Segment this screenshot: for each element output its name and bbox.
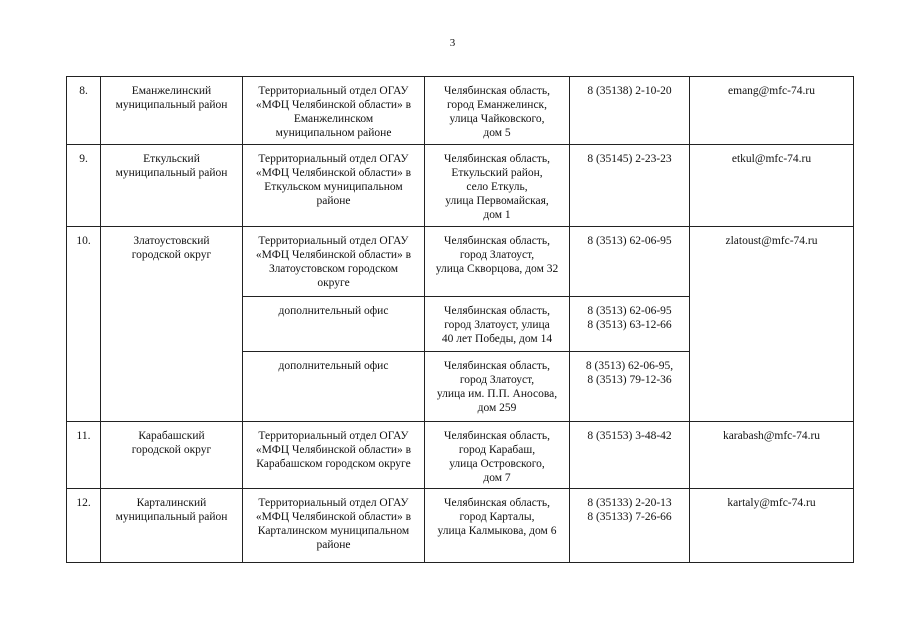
page-number: 3 <box>449 37 456 49</box>
phone-line: 8 (3513) 79-12-36 <box>587 374 672 386</box>
phone-line: 8 (3513) 62-06-95, <box>585 360 674 372</box>
department-line: Территориальный отдел ОГАУ <box>258 235 409 247</box>
department-cell <box>243 297 425 352</box>
address-line: город Карталы, <box>459 511 535 523</box>
phone-line: 8 (3513) 62-06-95 <box>587 305 672 317</box>
phone-line: 8 (35133) 7-26-66 <box>587 511 672 523</box>
district-line: Еманжелинский <box>131 85 212 97</box>
department-line: «МФЦ Челябинской области» в <box>255 167 412 179</box>
district-line: Еткульский <box>143 153 200 165</box>
department-line: Территориальный отдел ОГАУ <box>258 85 409 97</box>
address-cell <box>425 145 570 227</box>
table-row <box>67 145 854 227</box>
mfc-office-table <box>66 76 854 563</box>
address-line: дом 5 <box>483 127 511 139</box>
district-line: Златоустовский <box>133 235 210 247</box>
district-cell <box>101 77 243 145</box>
address-line: улица им. П.П. Аносова, <box>436 388 558 400</box>
address-line: Челябинская область, <box>444 497 550 509</box>
table-row <box>67 77 854 145</box>
phone-cell <box>570 227 690 297</box>
department-line: дополнительный офис <box>278 360 389 372</box>
address-line: дом 259 <box>477 402 517 414</box>
address-cell <box>425 489 570 563</box>
department-cell <box>243 145 425 227</box>
phone-line: 8 (35133) 2-20-13 <box>587 497 672 509</box>
department-cell <box>243 352 425 422</box>
address-line: Челябинская область, <box>444 85 550 97</box>
district-cell <box>101 489 243 563</box>
phone-cell <box>570 489 690 563</box>
phone-line: 8 (35153) 3-48-42 <box>587 430 672 442</box>
phone-cell <box>570 145 690 227</box>
phone-cell <box>570 422 690 489</box>
address-line: дом 1 <box>483 209 511 221</box>
row-number: 9. <box>67 145 101 227</box>
phone-cell <box>570 352 690 422</box>
address-cell <box>425 422 570 489</box>
department-line: Территориальный отдел ОГАУ <box>258 497 409 509</box>
address-line: Челябинская область, <box>444 153 550 165</box>
district-line: Карабашский <box>138 430 205 442</box>
department-cell <box>243 489 425 563</box>
address-line: улица Чайковского, <box>449 113 545 125</box>
district-line: муниципальный район <box>115 167 228 179</box>
district-line: муниципальный район <box>115 511 228 523</box>
address-line: Челябинская область, <box>444 430 550 442</box>
department-line: «МФЦ Челябинской области» в <box>255 99 412 111</box>
address-line: Еткульский район, <box>451 167 543 179</box>
row-number: 11. <box>67 422 101 489</box>
email-cell: zlatoust@mfc-74.ru <box>690 227 854 422</box>
phone-cell <box>570 77 690 145</box>
row-number: 8. <box>67 77 101 145</box>
address-line: город Карабаш, <box>458 444 536 456</box>
department-cell <box>243 77 425 145</box>
address-line: город Еманжелинск, <box>446 99 548 111</box>
address-line: улица Скворцова, дом 32 <box>435 263 559 275</box>
address-line: село Еткуль, <box>466 181 528 193</box>
district-cell <box>101 422 243 489</box>
phone-cell <box>570 297 690 352</box>
address-line: дом 7 <box>483 472 511 484</box>
department-line: округе <box>317 277 350 289</box>
row-number: 12. <box>67 489 101 563</box>
row-number: 10. <box>67 227 101 422</box>
department-cell <box>243 227 425 297</box>
address-line: улица Островского, <box>449 458 545 470</box>
department-line: Еткульском муниципальном <box>264 181 403 193</box>
address-cell <box>425 77 570 145</box>
department-line: дополнительный офис <box>278 305 389 317</box>
district-cell <box>101 227 243 422</box>
department-line: «МФЦ Челябинской области» в <box>255 444 412 456</box>
department-cell <box>243 422 425 489</box>
department-line: муниципальном районе <box>275 127 392 139</box>
address-line: город Златоуст, <box>459 249 535 261</box>
address-line: 40 лет Победы, дом 14 <box>441 333 553 345</box>
phone-line: 8 (35145) 2-23-23 <box>587 153 672 165</box>
address-line: город Златоуст, улица <box>444 319 550 331</box>
department-line: Территориальный отдел ОГАУ <box>258 430 409 442</box>
department-line: районе <box>316 539 351 551</box>
department-line: Территориальный отдел ОГАУ <box>258 153 409 165</box>
department-line: «МФЦ Челябинской области» в <box>255 511 412 523</box>
department-line: «МФЦ Челябинской области» в <box>255 249 412 261</box>
department-line: Карталинском муниципальном <box>257 525 410 537</box>
address-line: улица Первомайская, <box>445 195 549 207</box>
district-line: городской округ <box>131 249 212 261</box>
district-line: Карталинский <box>136 497 207 509</box>
address-line: Челябинская область, <box>444 235 550 247</box>
address-line: Челябинская область, <box>444 305 550 317</box>
department-line: районе <box>316 195 351 207</box>
table-row <box>67 422 854 489</box>
email-cell: kartaly@mfc-74.ru <box>690 489 854 563</box>
district-line: городской округ <box>131 444 212 456</box>
email-cell: emang@mfc-74.ru <box>690 77 854 145</box>
district-line: муниципальный район <box>115 99 228 111</box>
table-row <box>67 227 854 297</box>
department-line: Еманжелинском <box>293 113 374 125</box>
department-line: Златоустовском городском <box>268 263 399 275</box>
address-cell <box>425 352 570 422</box>
phone-line: 8 (3513) 62-06-95 <box>587 235 672 247</box>
address-line: Челябинская область, <box>444 360 550 372</box>
email-cell: karabash@mfc-74.ru <box>690 422 854 489</box>
address-cell <box>425 227 570 297</box>
address-line: улица Калмыкова, дом 6 <box>437 525 557 537</box>
district-cell <box>101 145 243 227</box>
phone-line: 8 (3513) 63-12-66 <box>587 319 672 331</box>
address-cell <box>425 297 570 352</box>
phone-line: 8 (35138) 2-10-20 <box>587 85 672 97</box>
email-cell: etkul@mfc-74.ru <box>690 145 854 227</box>
address-line: город Златоуст, <box>459 374 535 386</box>
table-row <box>67 489 854 563</box>
department-line: Карабашском городском округе <box>256 458 411 470</box>
